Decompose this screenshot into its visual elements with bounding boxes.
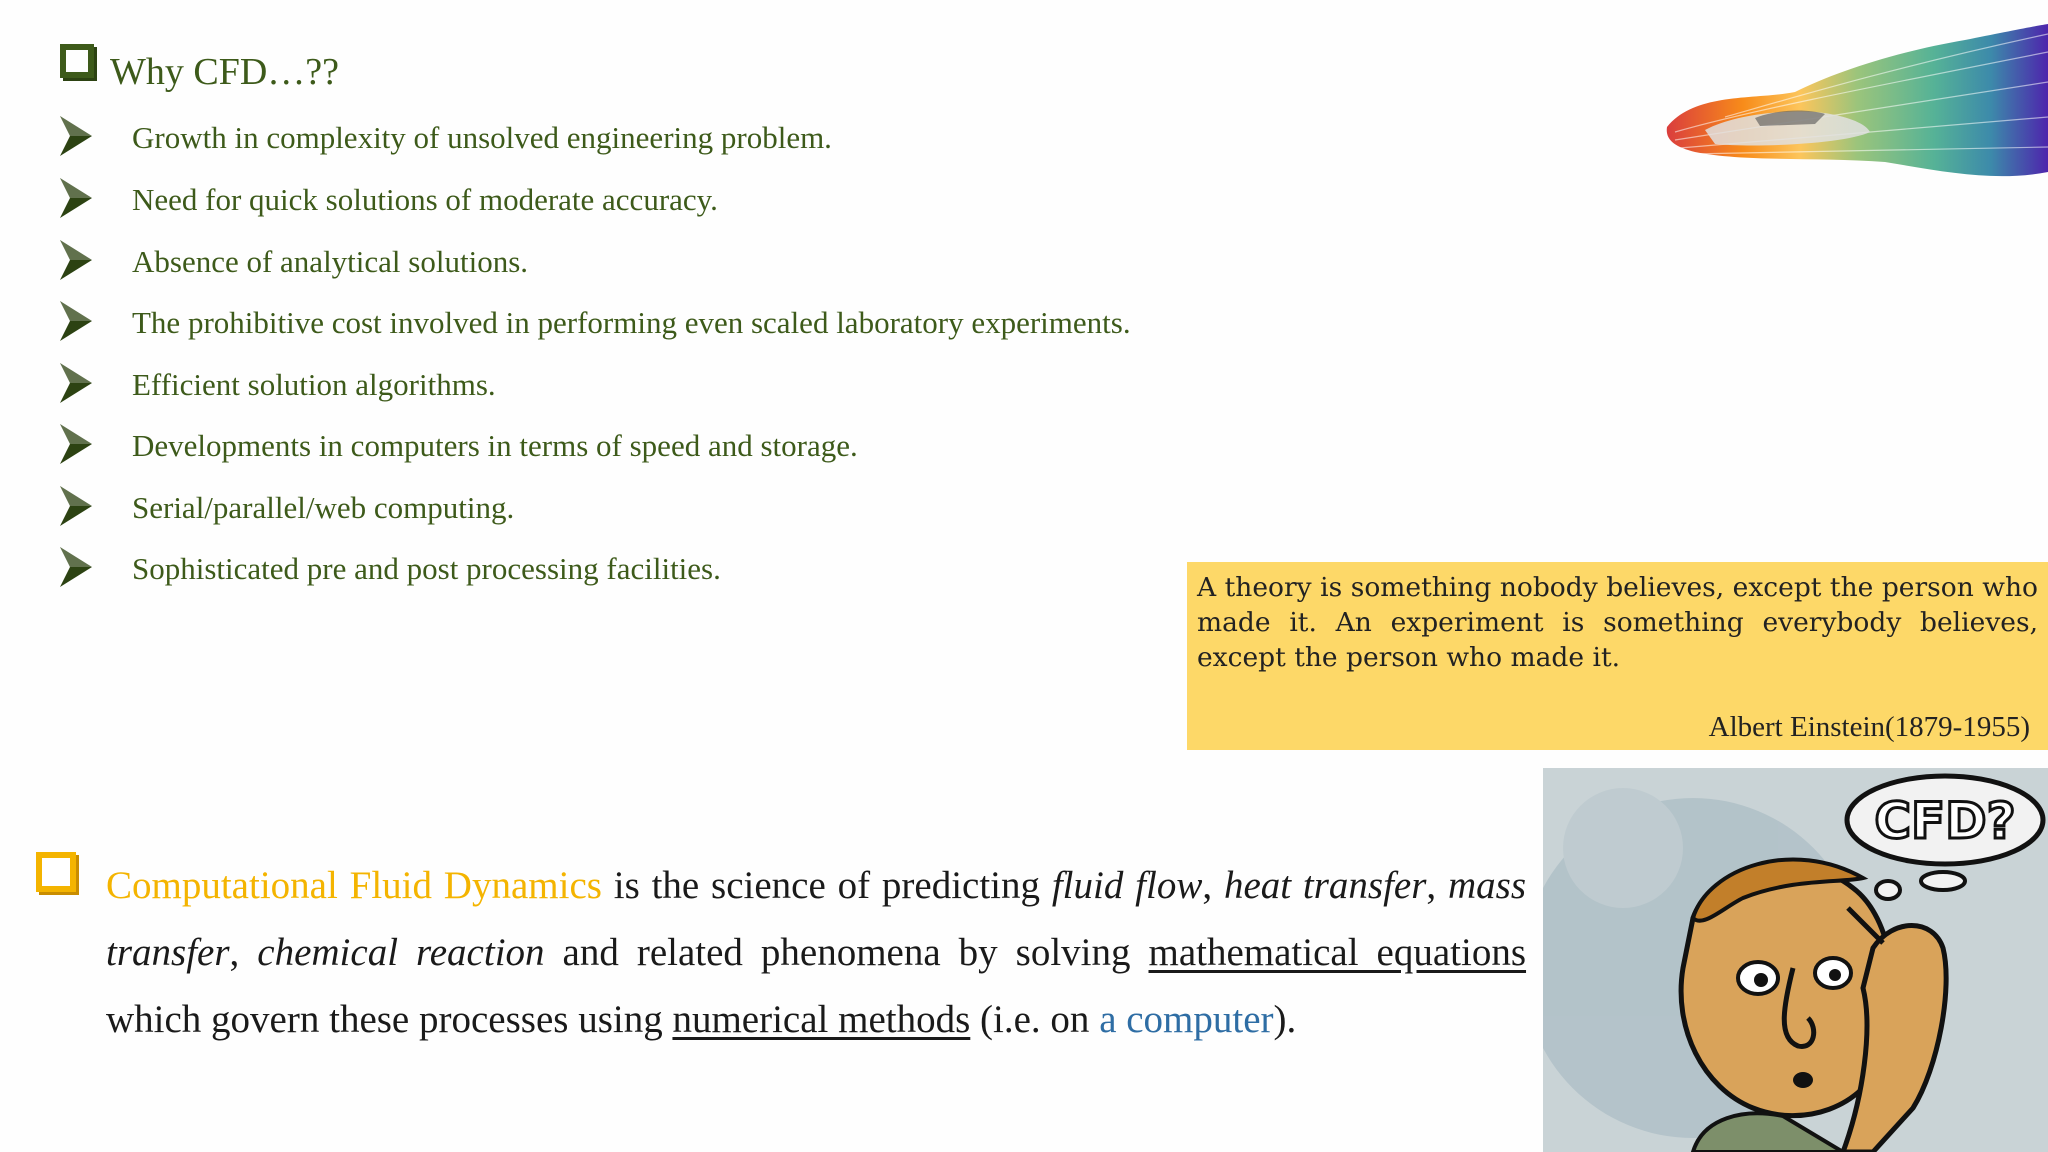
- thinking-man-cartoon-image: [1543, 768, 2048, 1152]
- emphasis-text: fluid flow: [1051, 864, 1203, 907]
- quote-text: A theory is something nobody believes, except the person who made it. An experiment is something everybody believes, except the person who made it.: [1197, 572, 2038, 673]
- text-span: ).: [1273, 998, 1297, 1041]
- underlined-text: numerical methods: [672, 998, 971, 1041]
- arrow-bullet-icon: [58, 176, 94, 220]
- cfd-car-flow-image: [1665, 22, 2048, 197]
- bullet-text: Serial/parallel/web computing.: [132, 490, 515, 525]
- underlined-text: mathematical equations: [1148, 931, 1527, 974]
- page-title: Why CFD…??: [110, 51, 340, 93]
- computer-link[interactable]: a computer: [1099, 998, 1274, 1041]
- emphasis-text: heat transfer: [1223, 864, 1427, 907]
- emphasis-text: chemical reaction: [257, 931, 545, 974]
- bullet-text: Developments in computers in terms of speed and storage.: [132, 428, 858, 463]
- text-span: and related phenomena by solving: [544, 931, 1149, 974]
- text-span: ,: [229, 931, 258, 974]
- bubble-text: CFD?: [1874, 792, 2016, 850]
- definition-paragraph: [106, 852, 1526, 1053]
- arrow-bullet-icon: [58, 422, 94, 466]
- definition-checkbox-icon: [36, 852, 76, 892]
- arrow-bullet-icon: [58, 545, 94, 589]
- bullet-text: The prohibitive cost involved in performing even scaled laboratory experiments.: [132, 305, 1131, 340]
- arrow-bullet-icon: [58, 114, 94, 158]
- text-span: which govern these processes using: [106, 998, 673, 1041]
- quote-author: Albert Einstein(1879-1955): [1708, 711, 2030, 743]
- text-span: is the science of predicting: [601, 864, 1052, 907]
- heading-checkbox-icon: [60, 44, 94, 78]
- text-span: ,: [1426, 864, 1448, 907]
- bullet-text: Efficient solution algorithms.: [132, 367, 496, 402]
- bullet-text: Absence of analytical solutions.: [132, 244, 529, 279]
- text-span: ,: [1202, 864, 1224, 907]
- emphasis-text: mass transfer: [106, 864, 1527, 974]
- definition-term: Computational Fluid Dynamics: [106, 864, 602, 907]
- bullet-text: Growth in complexity of unsolved engineering problem.: [132, 120, 832, 155]
- bullet-text: Need for quick solutions of moderate accuracy.: [132, 182, 718, 217]
- arrow-bullet-icon: [58, 484, 94, 528]
- arrow-bullet-icon: [58, 238, 94, 282]
- arrow-bullet-icon: [58, 361, 94, 405]
- arrow-bullet-icon: [58, 299, 94, 343]
- quote-box: [1187, 562, 2048, 750]
- text-span: (i.e. on: [970, 998, 1100, 1041]
- bullet-text: Sophisticated pre and post processing facilities.: [132, 551, 721, 586]
